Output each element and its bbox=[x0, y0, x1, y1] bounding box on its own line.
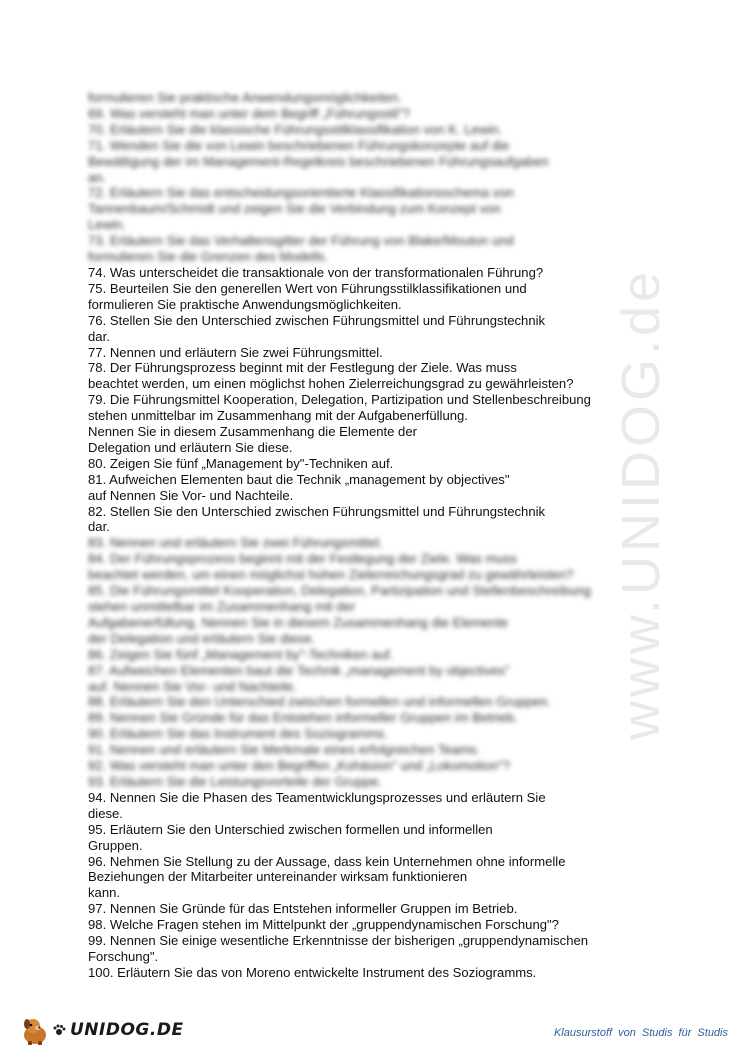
text-line: 100. Erläutern Sie das von Moreno entwickelte Instrument des Soziogramms. bbox=[88, 964, 537, 980]
footer-tagline: Klausurstoff von Studis für Studis bbox=[553, 1027, 728, 1039]
text-line: 69. Was versteht man unter dem Begriff „Führungsstil"? bbox=[88, 105, 410, 121]
text-line: 84. Der Führungsprozess beginnt mit der Festlegung der Ziele. Was muss bbox=[88, 551, 517, 567]
text-line: 74. Was unterscheidet die transaktionale von der transformationalen Führung? bbox=[88, 264, 544, 280]
text-line: 73. Erläutern Sie das Verhaltensgitter der Führung von Blake/Mouton und bbox=[88, 233, 514, 249]
paw-icon bbox=[52, 1023, 66, 1037]
text-line: 98. Welche Fragen stehen im Mittelpunkt der „gruppendynamischen Forschung"? bbox=[88, 917, 559, 933]
text-line: 72. Erläutern Sie das entscheidungsorientierte Klassifikationsschema von bbox=[88, 185, 514, 201]
text-line: Nennen Sie in diesem Zusammenhang die Elemente der bbox=[88, 424, 417, 440]
text-line: 85. Die Führungsmittel Kooperation, Delegation, Partizipation und Stellenbeschreibung bbox=[88, 583, 591, 599]
blurred-section-top bbox=[88, 90, 628, 265]
text-line: 71. Wenden Sie die von Lewin beschriebenen Führungskonzepte auf die bbox=[88, 137, 510, 153]
text-line: auf. Nennen Sie Vor- und Nachteile. bbox=[88, 678, 297, 694]
text-line: 86. Zeigen Sie fünf „Management by"-Techniken auf. bbox=[88, 646, 394, 662]
text-line: 77. Nennen und erläutern Sie zwei Führungsmittel. bbox=[88, 344, 383, 360]
text-line: formulieren Sie praktische Anwendungsmöglichkeiten. bbox=[88, 90, 402, 105]
text-line: 99. Nennen Sie einige wesentliche Erkenntnisse der bisherigen „gruppendynamischen bbox=[88, 933, 589, 949]
question-list bbox=[88, 90, 628, 981]
logo-text: UNIDOG.DE bbox=[70, 1020, 184, 1040]
text-line: Lewin. bbox=[88, 217, 126, 233]
text-line: kann. bbox=[88, 885, 121, 901]
text-line: 80. Zeigen Sie fünf „Management by"-Techniken auf. bbox=[88, 455, 394, 471]
text-line: beachtet werden, um einen möglichst hohen Zielerreichungsgrad zu gewährleisten? bbox=[88, 376, 574, 392]
text-line: formulieren Sie praktische Anwendungsmöglichkeiten. bbox=[88, 296, 402, 312]
text-line: Tannenbaum/Schmidt und zeigen Sie die Verbindung zum Konzept von bbox=[88, 201, 501, 217]
text-line: Bewältigung der im Management-Regelkreis beschriebenen Führungsaufgaben bbox=[88, 153, 549, 169]
text-line: stehen unmittelbar im Zusammenhang mit der bbox=[88, 599, 356, 614]
blurred-section-middle bbox=[88, 535, 628, 790]
text-line: stehen unmittelbar im Zusammenhang mit der Aufgabenerfüllung. bbox=[88, 408, 468, 424]
text-line: 78. Der Führungsprozess beginnt mit der Festlegung der Ziele. Was muss bbox=[88, 360, 517, 376]
text-line: 95. Erläutern Sie den Unterschied zwischen formellen und informellen bbox=[88, 821, 493, 837]
text-line: 94. Nennen Sie die Phasen des Teamentwicklungsprozesses und erläutern Sie bbox=[88, 789, 546, 805]
text-line: Beziehungen der Mitarbeiter untereinander wirksam funktionieren bbox=[88, 869, 468, 885]
text-line: 76. Stellen Sie den Unterschied zwischen Führungsmittel und Führungstechnik bbox=[88, 312, 546, 328]
text-line: 83. Nennen und erläutern Sie zwei Führungsmittel. bbox=[88, 535, 383, 551]
text-line: Forschung". bbox=[88, 948, 159, 964]
text-line: Delegation und erläutern Sie diese. bbox=[88, 439, 293, 455]
text-line: Aufgabenerfüllung. Nennen Sie in diesem Zusammenhang die Elemente bbox=[88, 614, 508, 630]
text-line: 87. Aufweichen Elementen baut die Technik „management by objectives" bbox=[88, 662, 510, 678]
text-line: 75. Beurteilen Sie den generellen Wert von Führungsstilklassifikationen und bbox=[88, 280, 527, 296]
visible-section-middle bbox=[88, 265, 628, 535]
text-line: 82. Stellen Sie den Unterschied zwischen Führungsmittel und Führungstechnik bbox=[88, 503, 546, 519]
text-line: 90. Erläutern Sie das Instrument des Soziogramms. bbox=[88, 726, 388, 742]
text-line: dar. bbox=[88, 519, 110, 535]
text-line: auf Nennen Sie Vor- und Nachteile. bbox=[88, 487, 294, 503]
text-line: 92. Was versteht man unter den Begriffen „Kohäsion" und „Lokomotion"? bbox=[88, 758, 510, 774]
text-line: an. bbox=[88, 169, 107, 185]
text-line: diese. bbox=[88, 805, 123, 821]
text-line: 81. Aufweichen Elementen baut die Technik „management by objectives" bbox=[88, 471, 510, 487]
text-line: dar. bbox=[88, 328, 110, 344]
text-line: 70. Erläutern Sie die klassische Führungsstilklassifikation von K. Lewin. bbox=[88, 121, 503, 137]
text-line: 88. Erläutern Sie den Unterschied zwischen formellen und informellen Gruppen. bbox=[88, 694, 551, 710]
text-line: 96. Nehmen Sie Stellung zu der Aussage, dass kein Unternehmen ohne informelle bbox=[88, 853, 566, 869]
unidog-logo[interactable] bbox=[18, 1010, 184, 1050]
text-line: der Delegation und erläutern Sie diese. bbox=[88, 630, 316, 646]
visible-section-bottom bbox=[88, 790, 628, 981]
text-line: beachtet werden, um einen möglichst hohen Zielerreichungsgrad zu gewährleisten? bbox=[88, 567, 574, 583]
text-line: 93. Erläutern Sie die Leistungsvorteile der Gruppe. bbox=[88, 773, 383, 789]
watermark: www.UNIDOG.de bbox=[611, 267, 671, 740]
text-line: formulieren Sie die Grenzen des Modells. bbox=[88, 249, 329, 265]
text-line: 89. Nennen Sie Gründe für das Entstehen informeller Gruppen im Betrieb. bbox=[88, 710, 518, 726]
text-line: 97. Nennen Sie Gründe für das Entstehen informeller Gruppen im Betrieb. bbox=[88, 901, 518, 917]
dog-icon bbox=[18, 1013, 52, 1047]
text-line: Gruppen. bbox=[88, 837, 143, 853]
text-line: 79. Die Führungsmittel Kooperation, Delegation, Partizipation und Stellenbeschreibung bbox=[88, 392, 591, 408]
text-line: 91. Nennen und erläutern Sie Merkmale eines erfolgreichen Teams. bbox=[88, 742, 481, 758]
